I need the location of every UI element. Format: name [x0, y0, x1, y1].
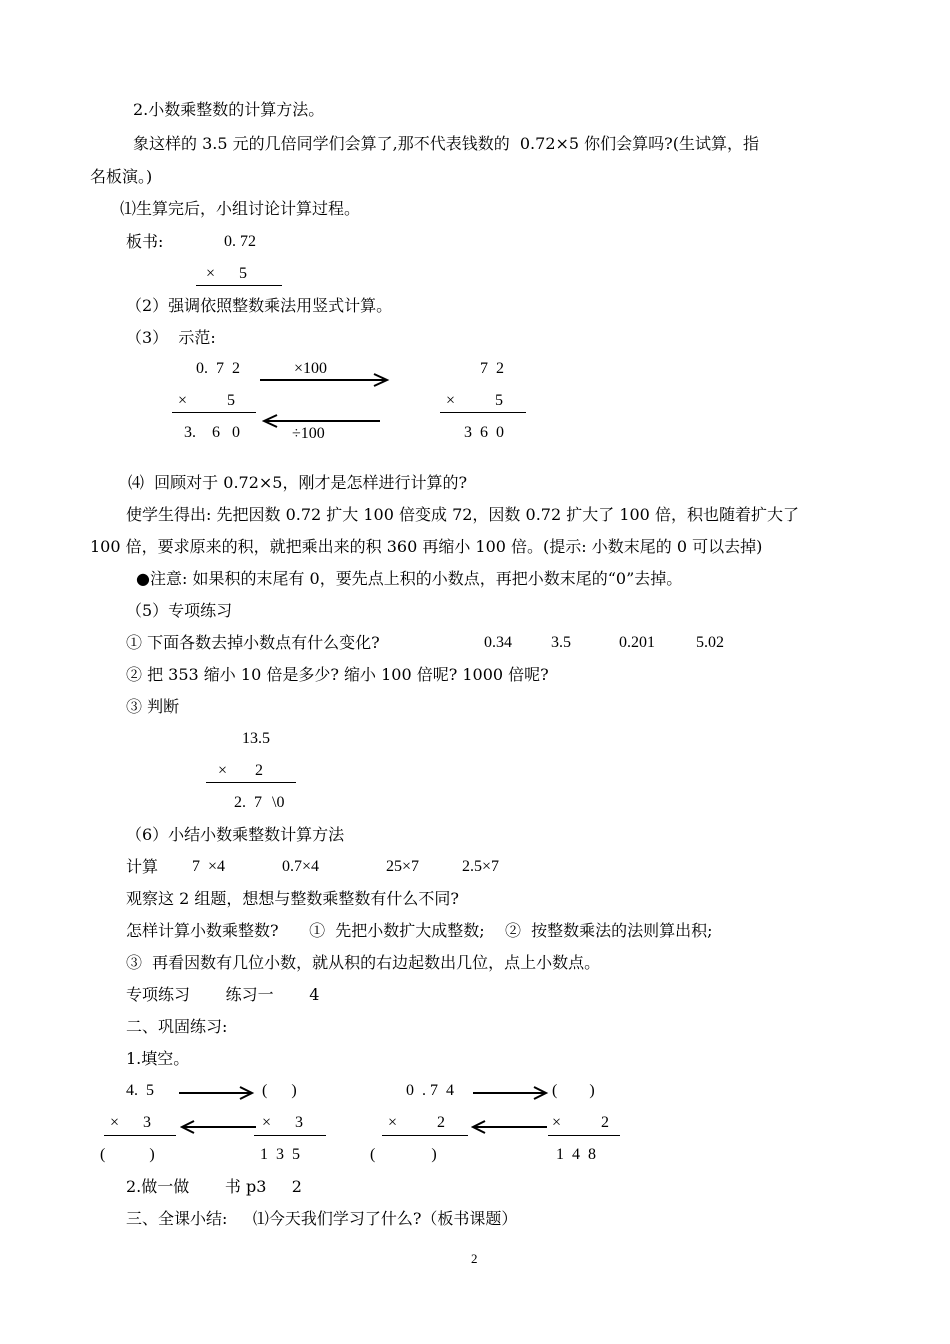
board-multiplier: × 5: [206, 265, 248, 282]
fill-d-bottom: 1 4 8: [556, 1146, 596, 1163]
calc-item: 2.5×7: [462, 858, 500, 875]
judge-top: 13.5: [242, 730, 270, 747]
question-1-value: 5.02: [696, 634, 724, 651]
demo-left-top: 0. 7 2: [196, 360, 240, 377]
question-1-value: 3.5: [551, 634, 571, 651]
derive-line-2: 100 倍，要求原来的积，就把乘出来的积 360 再缩小 100 倍。(提示: 小数末尾的 0 可以去掉): [90, 537, 763, 556]
fill-title: 1.填空。: [126, 1049, 190, 1068]
board-top-number: 0. 72: [224, 233, 256, 250]
calc-label: 计算: [126, 857, 159, 876]
question-3: ③ 判断: [126, 697, 180, 716]
step-6: （6）小结小数乘整数计算方法: [126, 825, 345, 844]
fill-a-mid: × 3: [110, 1114, 152, 1131]
section-2-heading: 二、巩固练习:: [126, 1017, 228, 1036]
fill-d-top: ( ): [552, 1082, 595, 1099]
demo-left-bottom: 3. 6 0: [184, 424, 240, 441]
demo-arrow-bottom-label: ÷100: [292, 425, 325, 442]
demo-left-rule: [172, 412, 256, 413]
practice-line: 专项练习 练习一 4: [126, 985, 320, 1004]
fill-b-rule: [254, 1135, 326, 1136]
question-1: ① 下面各数去掉小数点有什么变化?: [126, 633, 380, 652]
fill-c-bottom-blank: ( ): [370, 1146, 437, 1163]
right-arrow-icon: [258, 372, 390, 388]
note: ●注意: 如果积的末尾有 0，要先点上积的小数点，再把小数末尾的“0”去掉。: [136, 569, 683, 588]
heading-method: 2.小数乘整数的计算方法。: [133, 100, 325, 119]
step-2: （2）强调依照整数乘法用竖式计算。: [126, 296, 393, 315]
demo-right-mid: × 5: [446, 392, 504, 409]
fill-d-rule: [548, 1135, 620, 1136]
fill-b-top: ( ): [262, 1082, 297, 1099]
demo-right-top: 7 2: [480, 360, 504, 377]
fill-c-rule: [382, 1135, 468, 1136]
section-3-heading: 三、全课小结: ⑴今天我们学习了什么?（板书课题）: [126, 1209, 518, 1228]
step-1: ⑴生算完后，小组讨论计算过程。: [120, 199, 361, 218]
fill-b-mid: × 3: [262, 1114, 304, 1131]
fill-a-bottom-blank: ( ): [100, 1146, 155, 1163]
demo-right-bottom: 3 6 0: [464, 424, 504, 441]
demo-left-mid: × 5: [178, 392, 236, 409]
observe-line: 观察这 2 组题，想想与整数乘整数有什么不同?: [126, 889, 459, 908]
right-arrow-icon: [471, 1085, 549, 1101]
left-arrow-icon: [180, 1119, 258, 1135]
how-line-1: 怎样计算小数乘整数? ① 先把小数扩大成整数; ② 按整数乘法的法则算出积;: [126, 921, 713, 940]
fill-c-mid: × 2: [388, 1114, 446, 1131]
board-label: 板书:: [126, 232, 164, 251]
fill-b-bottom: 1 3 5: [260, 1146, 300, 1163]
fill-a-rule: [104, 1135, 176, 1136]
fill-a-top: 4. 5: [126, 1082, 154, 1099]
step-5: （5）专项练习: [126, 601, 233, 620]
judge-bottom: 2. 7: [234, 794, 262, 811]
step-3: （3） 示范:: [126, 328, 216, 347]
intro-line-2: 名板演。): [90, 167, 153, 186]
judge-rule: [206, 782, 296, 783]
how-line-2: ③ 再看因数有几位小数，就从积的右边起数出几位，点上小数点。: [126, 953, 601, 972]
demo-arrow-top-label: ×100: [294, 360, 328, 377]
judge-cross-out-mark: \0: [272, 794, 285, 811]
fill-d-mid: × 2: [552, 1114, 610, 1131]
right-arrow-icon: [177, 1085, 255, 1101]
step-4: ⑷ 回顾对于 0.72×5，刚才是怎样进行计算的?: [128, 473, 468, 492]
calc-item: 7 ×4: [192, 858, 226, 875]
demo-right-rule: [440, 412, 526, 413]
question-1-value: 0.201: [619, 634, 655, 651]
calc-item: 25×7: [386, 858, 420, 875]
page-number: 2: [471, 1251, 478, 1266]
calc-item: 0.7×4: [282, 858, 320, 875]
fill-c-top: 0 . 7 4: [406, 1082, 454, 1099]
derive-line-1: 使学生得出: 先把因数 0.72 扩大 100 倍变成 72，因数 0.72 扩大了 100 倍，积也随着扩大了: [126, 505, 799, 524]
board-rule: [196, 285, 282, 286]
question-1-value: 0.34: [484, 634, 512, 651]
question-2: ② 把 353 缩小 10 倍是多少? 缩小 100 倍呢? 1000 倍呢?: [126, 665, 549, 684]
intro-line-1: 象这样的 3.5 元的几倍同学们会算了,那不代表钱数的 0.72×5 你们会算吗?(生试算，指: [133, 134, 759, 153]
do-it-line: 2.做一做 书 p3 2: [126, 1177, 302, 1196]
left-arrow-icon: [471, 1119, 549, 1135]
judge-mid: × 2: [218, 762, 264, 779]
